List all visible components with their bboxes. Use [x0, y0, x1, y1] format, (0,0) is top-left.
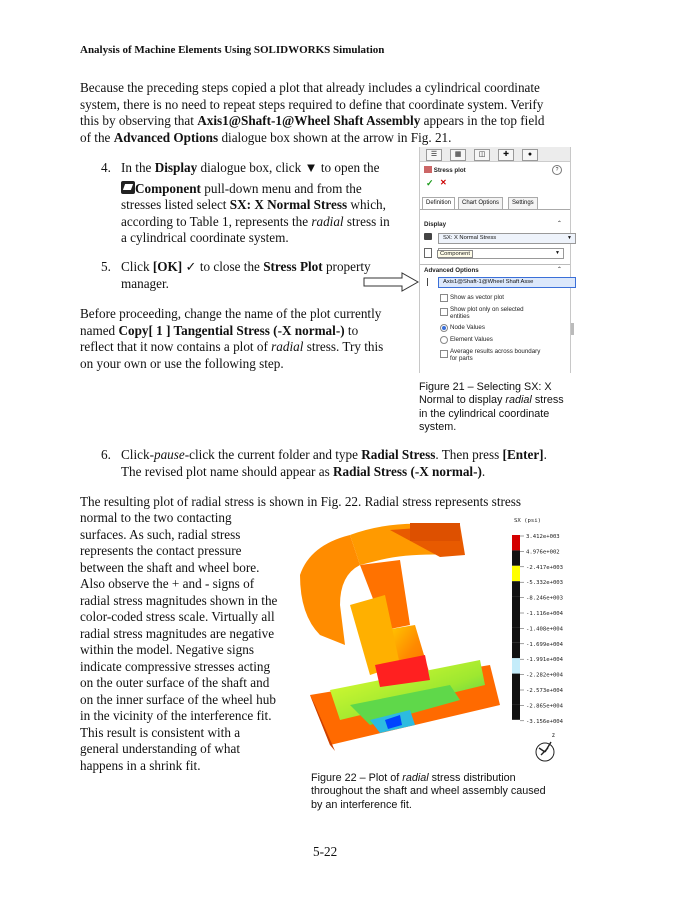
legend-tick-label: -5.332e+003: [526, 580, 564, 587]
legend-tick-label: -2.417e+003: [526, 564, 564, 571]
tab-settings[interactable]: Settings: [508, 197, 538, 210]
step-5-number: 5.: [101, 259, 111, 274]
node-values-radio[interactable]: [440, 324, 448, 332]
cancel-button[interactable]: ✕: [440, 178, 447, 187]
display-section-header[interactable]: Display: [424, 221, 447, 228]
legend-tick-label: -8.246e+003: [526, 595, 564, 602]
coordinate-system-field[interactable]: Axis1@Shaft-1@Wheel Shaft Asse: [438, 277, 576, 288]
legend-color-band: [512, 704, 520, 719]
stress-plot-icon: [424, 166, 432, 173]
step-4: 4. In the Display dialogue box, click ▼ to open the Component pull-down menu and from the stresses listed select SX: X Normal Stress which, according to Table 1, represents the radial stress in a cylindrical coordinate system.: [101, 160, 390, 245]
running-header: Analysis of Machine Elements Using SOLIDWORKS Simulation: [80, 44, 385, 56]
component-tooltip: Component: [437, 250, 473, 258]
chevron-down-icon: ▼: [567, 235, 572, 241]
show-vector-plot-checkbox[interactable]: [440, 294, 448, 302]
panel-toolbar: [420, 147, 570, 162]
node-values-label: Node Values: [450, 324, 485, 331]
figure-21-caption: Figure 21 – Selecting SX: X Normal to display radial stress in the cylindrical coordinate system.: [419, 381, 564, 434]
show-vector-plot-label: Show as vector plot: [450, 294, 504, 301]
legend-color-band: [512, 643, 520, 658]
legend-tick-label: 3.412e+003: [526, 534, 560, 540]
step-5: 5. Click [OK] ✓ to close the Stress Plot property manager.: [101, 259, 371, 291]
stress-color-legend: [512, 531, 582, 731]
callout-arrow: [362, 272, 422, 292]
legend-tick-label: -3.156e+004: [526, 718, 564, 725]
intro-line-3: this by observing that Axis1@Shaft-1@Wheel Shaft Assembly appears in the top field: [80, 113, 545, 128]
figure-22-caption: Figure 22 – Plot of radial stress distribution throughout the shaft and wheel assembly caused by an interference fit.: [311, 772, 546, 811]
wheel-section: [300, 523, 465, 685]
legend-color-band: [512, 550, 520, 565]
average-results-checkbox[interactable]: [440, 350, 448, 358]
advanced-options-header[interactable]: Advanced Options: [424, 267, 479, 274]
chevron-down-icon: ▼: [555, 250, 560, 256]
step-6-number: 6.: [101, 447, 111, 462]
radial-stress-model-plot: [290, 515, 520, 765]
legend-color-band: [512, 658, 520, 673]
element-values-label: Element Values: [450, 336, 493, 343]
legend-color-band: [512, 535, 520, 550]
intro-line-1: Because the preceding steps copied a plot that already includes a cylindrical coordinate: [80, 80, 540, 95]
tab-chart-options[interactable]: Chart Options: [458, 197, 503, 210]
legend-tick-label: -1.116e+004: [526, 611, 564, 617]
feature-manager-tab-icon[interactable]: ☰: [426, 149, 442, 161]
result-first-line: The resulting plot of radial stress is shown in Fig. 22. Radial stress represents stress: [80, 494, 521, 509]
shaft-section: [310, 655, 500, 751]
legend-tick-label: -1.991e+004: [526, 657, 564, 664]
step-4-number: 4.: [101, 160, 111, 175]
legend-color-band: [512, 674, 520, 689]
legend-tick-label: -1.699e+004: [526, 641, 564, 648]
panel-title-row: [424, 166, 466, 174]
dimxpert-tab-icon[interactable]: ✚: [498, 149, 514, 161]
component-dropdown[interactable]: SX: X Normal Stress ▼: [438, 233, 576, 244]
element-values-radio[interactable]: [440, 336, 448, 344]
configuration-manager-tab-icon[interactable]: ◫: [474, 149, 490, 161]
help-icon[interactable]: ?: [552, 165, 562, 175]
legend-color-band: [512, 566, 520, 581]
step-6: 6. Click-pause-click the current folder and type Radial Stress. Then press [Enter]. The revised plot name should appear as Radial Stress (-X normal-).: [101, 447, 547, 479]
component-icon: [424, 233, 434, 242]
orientation-triad: [528, 734, 568, 766]
tab-definition[interactable]: Definition: [422, 197, 455, 210]
legend-tick-label: -2.573e+004: [526, 688, 564, 694]
result-paragraph: normal to the two contacting surfaces. As such, radial stress represents the contact pressure between the shaft and wheel bore. Also observe the + and - signs of radial stress magnitudes shown in the color-coded stress scale. Virtually all radial stress magnitudes are negative within the model. Negative signs indicate compressive stresses acting on the outer surface of the shaft and on the inner surface of the wheel hub in the vicinity of the interference fit. This result is consistent with a general understanding of what happens in a shrink fit.: [80, 510, 278, 773]
average-results-label: Average results across boundary for parts: [450, 348, 541, 362]
chevron-up-icon[interactable]: ⌃: [556, 266, 562, 273]
panel-resize-handle[interactable]: [571, 323, 574, 335]
property-manager-tab-icon[interactable]: ▦: [450, 149, 466, 161]
stress-plot-panel: [419, 147, 571, 373]
legend-tick-label: -2.865e+004: [526, 703, 564, 710]
legend-color-band: [512, 689, 520, 704]
intro-line-4: of the Advanced Options dialogue box shown at the arrow in Fig. 21.: [80, 129, 452, 145]
legend-tick-label: 4.976e+002: [526, 549, 560, 556]
legend-color-band: [512, 597, 520, 612]
chevron-up-icon[interactable]: ⌃: [556, 220, 562, 227]
legend-tick-label: -1.408e+004: [526, 626, 564, 633]
legend-color-band: [512, 627, 520, 642]
legend-tick-label: -2.282e+004: [526, 672, 564, 679]
show-selected-entities-checkbox[interactable]: [440, 308, 448, 316]
page-number: 5-22: [313, 844, 338, 859]
panel-title: Stress plot: [433, 167, 466, 174]
rename-paragraph: Before proceeding, change the name of the plot currently named Copy[ 1 ] Tangential Stress (-X normal-) to reflect that it now contains a plot of radial stress. Try this on your own or use the following step.: [80, 306, 384, 371]
legend-unit: SX (psi): [514, 518, 541, 524]
triad-z-label: z: [552, 733, 555, 739]
legend-color-band: [512, 581, 520, 596]
display-manager-tab-icon[interactable]: ●: [522, 149, 538, 161]
units-icon: [424, 248, 432, 258]
intro-paragraph: [80, 80, 640, 146]
show-selected-entities-label: Show plot only on selected entities: [450, 306, 524, 320]
legend-color-band: [512, 612, 520, 627]
ok-button[interactable]: ✓: [426, 178, 434, 188]
component-icon: [121, 181, 135, 194]
axis-icon: [424, 278, 432, 286]
intro-line-2: system, there is no need to repeat steps required to define that coordinate system. Verify: [80, 96, 544, 112]
